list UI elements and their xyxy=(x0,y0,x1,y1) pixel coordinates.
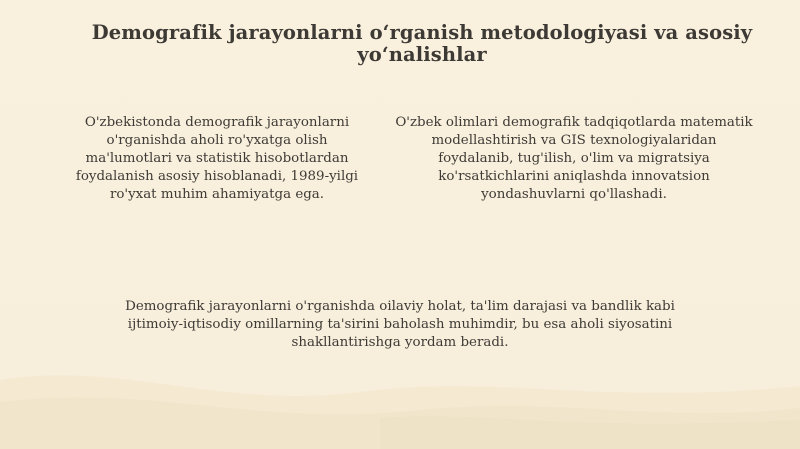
slide-title: Demografik jarayonlarni o‘rganish metodologiyasi va asosiy yo‘nalishlar xyxy=(91,21,753,66)
decorative-wave-bottom xyxy=(0,340,800,449)
bottom-paragraph: Demografik jarayonlarni o'rganishda oilaviy holat, ta'lim darajasi va bandlik kabi ijtimoiy-iqtisodiy omillarning ta'sirini baholash muhimdir, bu esa aholi siyosatini shakllantirishga yordam beradi. xyxy=(125,299,675,350)
right-paragraph: O'zbek olimlari demografik tadqiqotlarda matematik modellashtirish va GIS texnologiyalaridan foydalanib, tug'ilish, o'lim va migratsiya ko'rsatkichlarini aniqlashda innovatsion yondashuvlarni qo'llashadi. xyxy=(395,115,753,202)
left-paragraph: O'zbekistonda demografik jarayonlarni o'rganishda aholi ro'yxatga olish ma'lumotlari va statistik hisobotlardan foydalanish asosiy hisoblanadi, 1989-yilgi ro'yxat muhim ahamiyatga ega. xyxy=(75,115,359,202)
